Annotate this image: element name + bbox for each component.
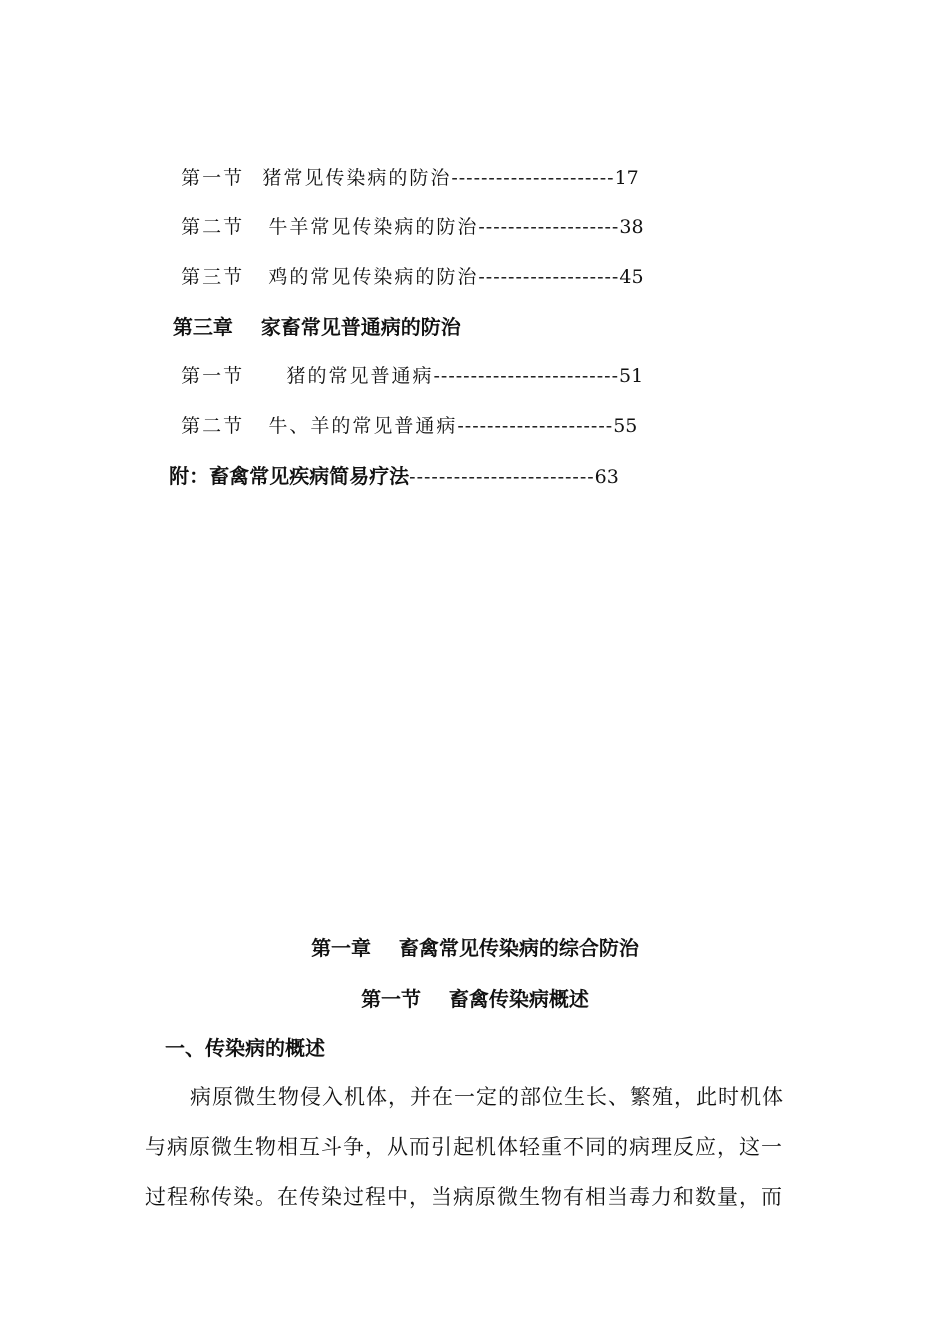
toc-entry-leader: -------------------: [478, 266, 620, 288]
paragraph-line: 过程称传染。在传染过程中，当病原微生物有相当毒力和数量，而: [145, 1185, 783, 1209]
section-title: 第一节 畜禽传染病概述: [361, 987, 589, 1011]
toc-entry-page: 45: [619, 266, 644, 288]
toc-entry-gap: [244, 216, 268, 238]
toc-entry-gap: [244, 365, 286, 387]
toc-entry-label: 附：畜禽常见疾病简易疗法: [169, 464, 410, 488]
toc-entry-label: 第三节: [181, 266, 245, 288]
toc-entry-title: 猪常见传染病的防治: [262, 167, 452, 189]
toc-entry-title: 家畜常见普通病的防治: [260, 315, 461, 339]
toc-entry-gap: [244, 167, 262, 189]
toc-entry-leader: ----------------------: [451, 167, 615, 189]
toc-entry-page: 55: [613, 415, 638, 437]
chapter-title: 第一章 畜禽常见传染病的综合防治: [311, 936, 639, 960]
toc-entry-page: 63: [594, 466, 619, 488]
toc-entry-label: 第一节: [181, 167, 245, 189]
toc-entry-leader: -------------------: [478, 216, 620, 238]
toc-entry-gap: [233, 315, 261, 339]
toc-entry-leader: ---------------------: [457, 415, 614, 437]
toc-appendix-entry: [145, 437, 619, 516]
toc-entry-leader: -------------------------: [433, 365, 619, 387]
toc-entry-gap: [244, 266, 268, 288]
toc-entry-title: 牛、羊的常见普通病: [268, 415, 458, 437]
paragraph-line: 病原微生物侵入机体，并在一定的部位生长、繁殖，此时机体: [190, 1085, 784, 1109]
toc-entry-label: 第三章: [172, 315, 233, 339]
subsection-title: 一、传染病的概述: [165, 1036, 325, 1060]
paragraph-line: 与病原微生物相互斗争，从而引起机体轻重不同的病理反应，这一: [145, 1135, 783, 1159]
toc-entry-title: 鸡的常见传染病的防治: [268, 266, 479, 288]
toc-entry-page: 38: [619, 216, 644, 238]
toc-entry-label: 第一节: [181, 365, 245, 387]
toc-entry-leader: -------------------------: [409, 466, 595, 488]
toc-entry-title: 牛羊常见传染病的防治: [268, 216, 479, 238]
toc-entry-label: 第二节: [181, 415, 245, 437]
toc-entry-title: 猪的常见普通病: [286, 365, 434, 387]
toc-entry-page: 17: [614, 167, 639, 189]
toc-entry-page: 51: [618, 365, 644, 387]
toc-entry-label: 第二节: [181, 216, 245, 238]
toc-entry-gap: [244, 415, 268, 437]
